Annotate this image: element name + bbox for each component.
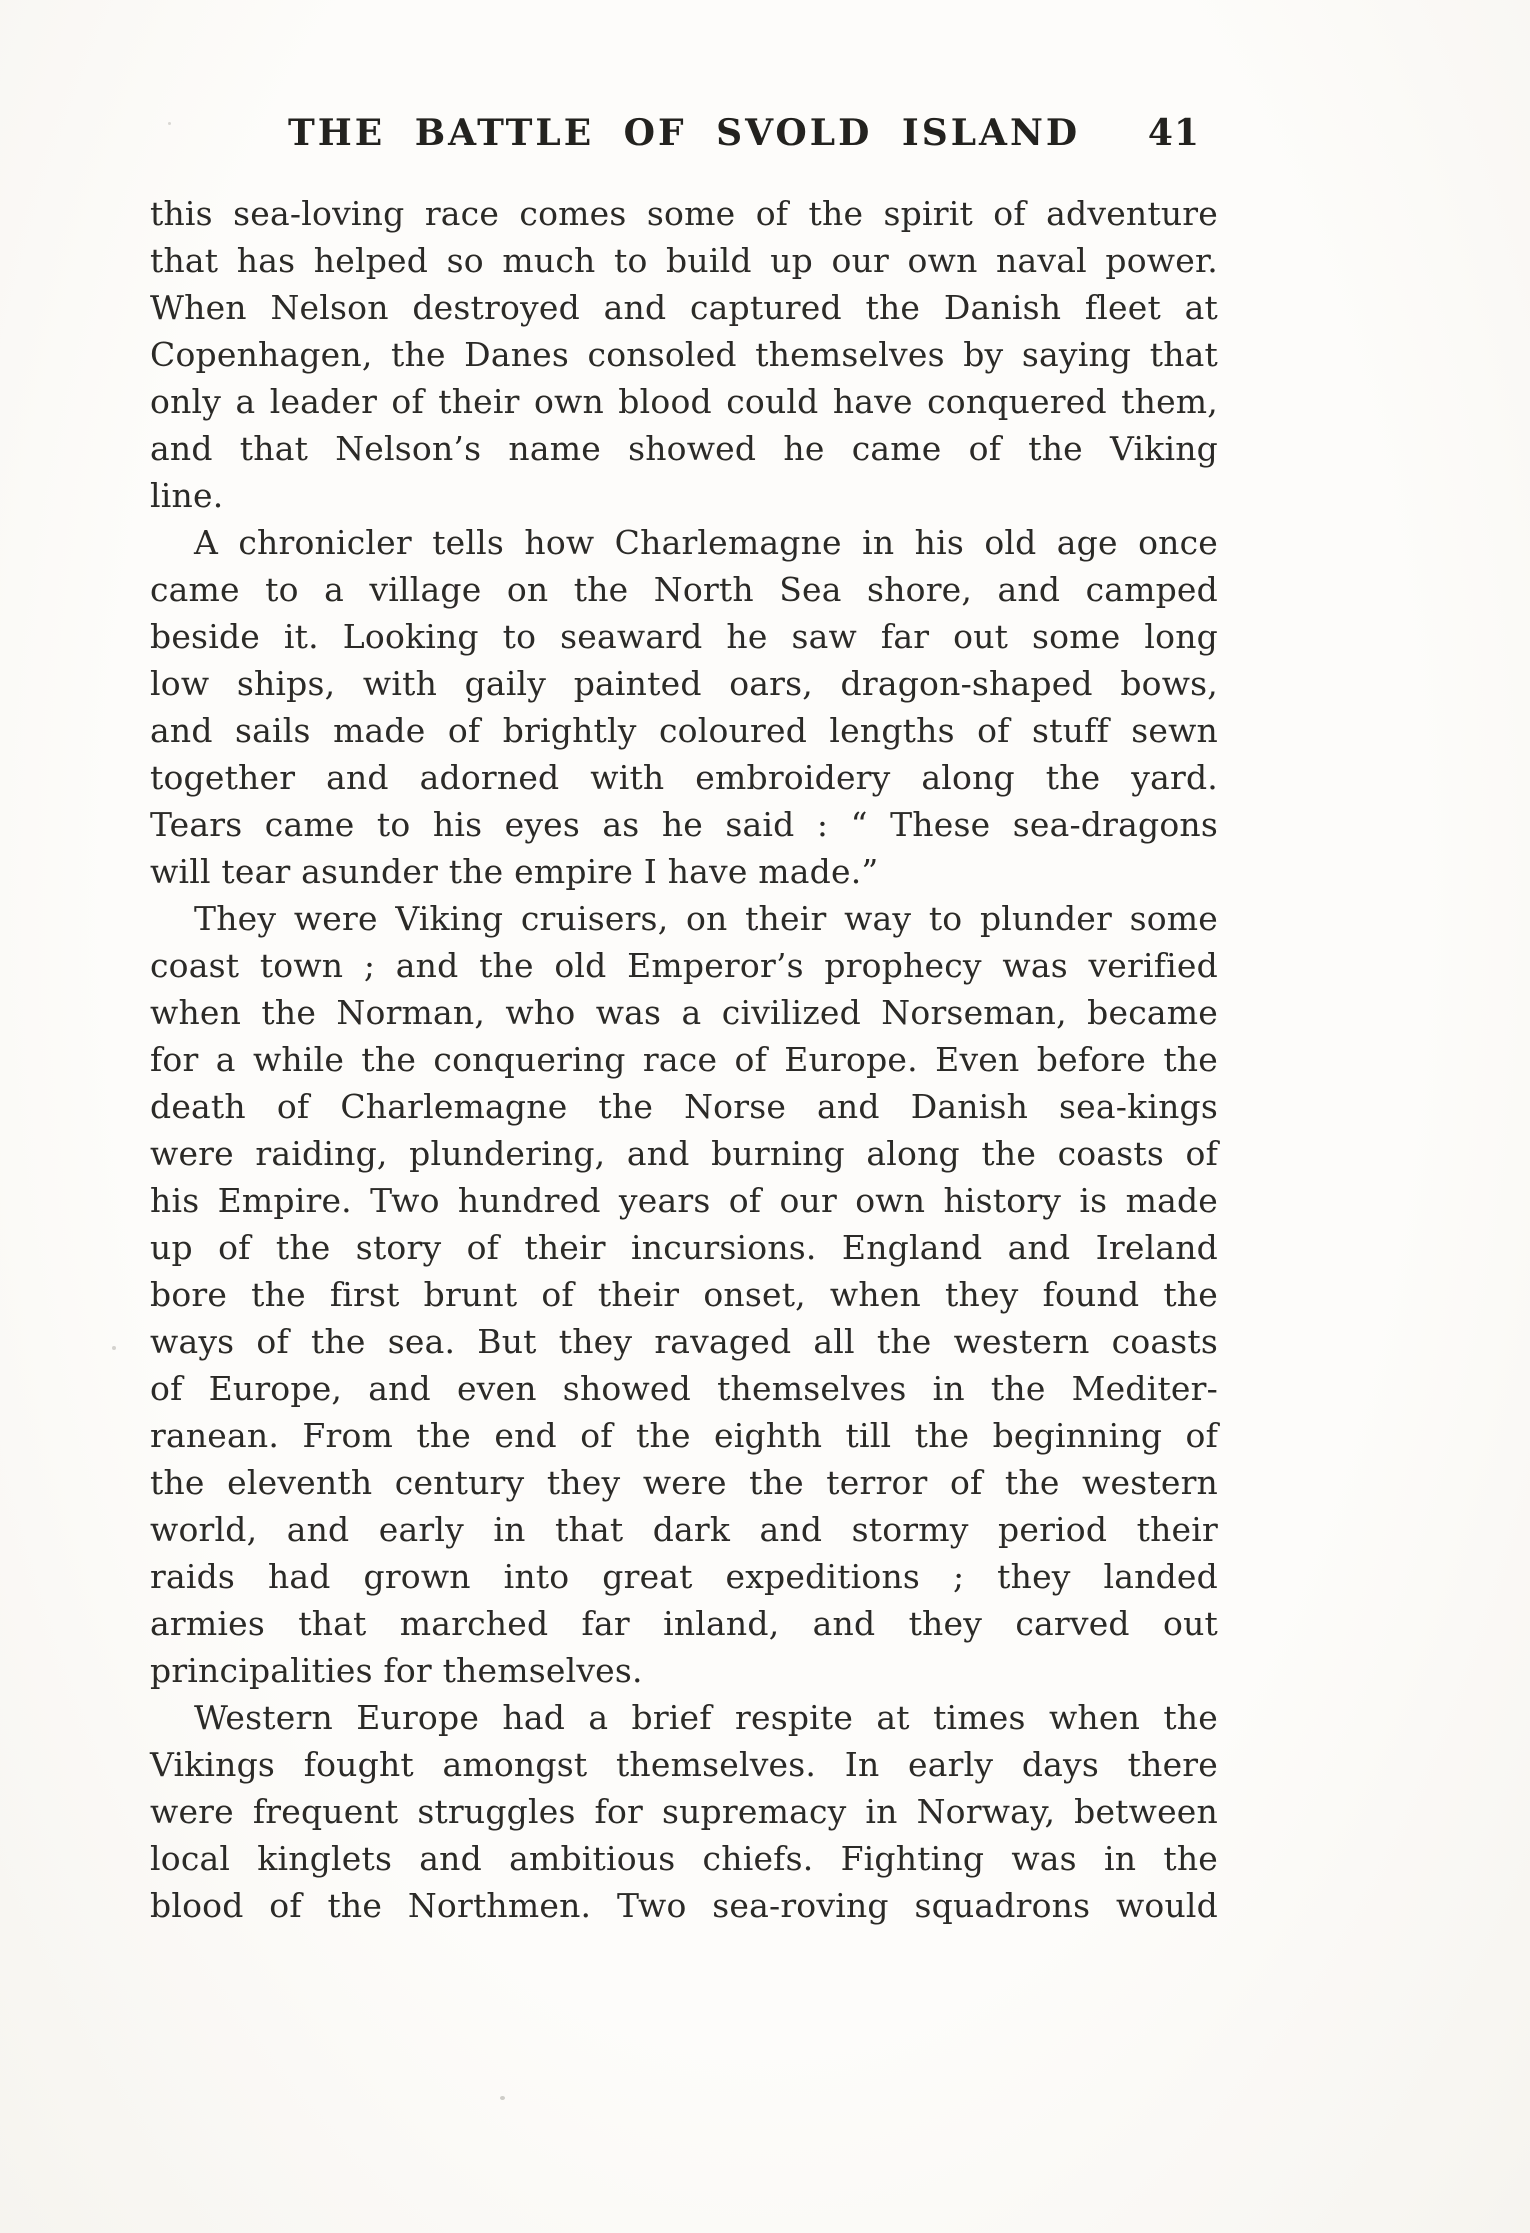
text-line: They were Viking cruisers, on their way to plunder some bbox=[194, 899, 1218, 938]
text-line: When Nelson destroyed and captured the Danish fleet at bbox=[150, 288, 1218, 327]
paragraph bbox=[150, 519, 1218, 895]
paragraph bbox=[150, 1694, 1218, 1929]
text-line: Tears came to his eyes as he said : “ These sea-dragons bbox=[150, 805, 1218, 844]
running-head bbox=[150, 112, 1218, 164]
paragraph bbox=[150, 190, 1218, 519]
text-line: and that Nelson’s name showed he came of the Viking bbox=[150, 429, 1218, 468]
page-number: 41 bbox=[1147, 112, 1200, 154]
text-line: the eleventh century they were the terror of the western bbox=[150, 1463, 1218, 1502]
page-title: THE BATTLE OF SVOLD ISLAND bbox=[287, 112, 1081, 154]
text-line: A chronicler tells how Charlemagne in his old age once bbox=[194, 523, 1218, 562]
text-line: when the Norman, who was a civilized Norseman, became bbox=[150, 993, 1218, 1032]
text-line: up of the story of their incursions. England and Ireland bbox=[150, 1228, 1218, 1267]
text-line: will tear asunder the empire I have made.” bbox=[150, 852, 879, 891]
text-block bbox=[150, 112, 1218, 1929]
text-line: world, and early in that dark and stormy period their bbox=[150, 1510, 1218, 1549]
text-line: were frequent struggles for supremacy in Norway, between bbox=[150, 1792, 1218, 1831]
text-line: local kinglets and ambitious chiefs. Fighting was in the bbox=[150, 1839, 1218, 1878]
text-line: armies that marched far inland, and they carved out bbox=[150, 1604, 1218, 1643]
text-line: of Europe, and even showed themselves in the Mediter- bbox=[150, 1369, 1218, 1408]
text-line: beside it. Looking to seaward he saw far out some long bbox=[150, 617, 1218, 656]
text-line: bore the first brunt of their onset, when they found the bbox=[150, 1275, 1218, 1314]
text-line: were raiding, plundering, and burning along the coasts of bbox=[150, 1134, 1218, 1173]
text-line: his Empire. Two hundred years of our own history is made bbox=[150, 1181, 1218, 1220]
scan-artifact bbox=[112, 1346, 116, 1350]
scan-artifact bbox=[500, 2096, 505, 2100]
text-line: Vikings fought amongst themselves. In early days there bbox=[150, 1745, 1218, 1784]
text-line: raids had grown into great expeditions ; they landed bbox=[150, 1557, 1218, 1596]
text-line: that has helped so much to build up our own naval power. bbox=[150, 241, 1218, 280]
text-line: came to a village on the North Sea shore, and camped bbox=[150, 570, 1218, 609]
scan-artifact bbox=[168, 122, 171, 125]
text-line: principalities for themselves. bbox=[150, 1651, 643, 1690]
text-line: this sea-loving race comes some of the spirit of adventure bbox=[150, 194, 1218, 233]
text-line: line. bbox=[150, 476, 224, 515]
text-line: together and adorned with embroidery along the yard. bbox=[150, 758, 1218, 797]
text-line: only a leader of their own blood could have conquered them, bbox=[150, 382, 1218, 421]
text-line: blood of the Northmen. Two sea-roving squadrons would bbox=[150, 1886, 1218, 1925]
text-line: low ships, with gaily painted oars, dragon-shaped bows, bbox=[150, 664, 1218, 703]
text-line: Copenhagen, the Danes consoled themselves by saying that bbox=[150, 335, 1218, 374]
paragraph bbox=[150, 895, 1218, 1694]
text-line: ranean. From the end of the eighth till the beginning of bbox=[150, 1416, 1218, 1455]
text-line: and sails made of brightly coloured lengths of stuff sewn bbox=[150, 711, 1218, 750]
text-line: death of Charlemagne the Norse and Danish sea-kings bbox=[150, 1087, 1218, 1126]
text-line: coast town ; and the old Emperor’s prophecy was verified bbox=[150, 946, 1218, 985]
body-text bbox=[150, 190, 1218, 1929]
text-line: Western Europe had a brief respite at times when the bbox=[194, 1698, 1218, 1737]
text-line: ways of the sea. But they ravaged all the western coasts bbox=[150, 1322, 1218, 1361]
text-line: for a while the conquering race of Europe. Even before the bbox=[150, 1040, 1218, 1079]
